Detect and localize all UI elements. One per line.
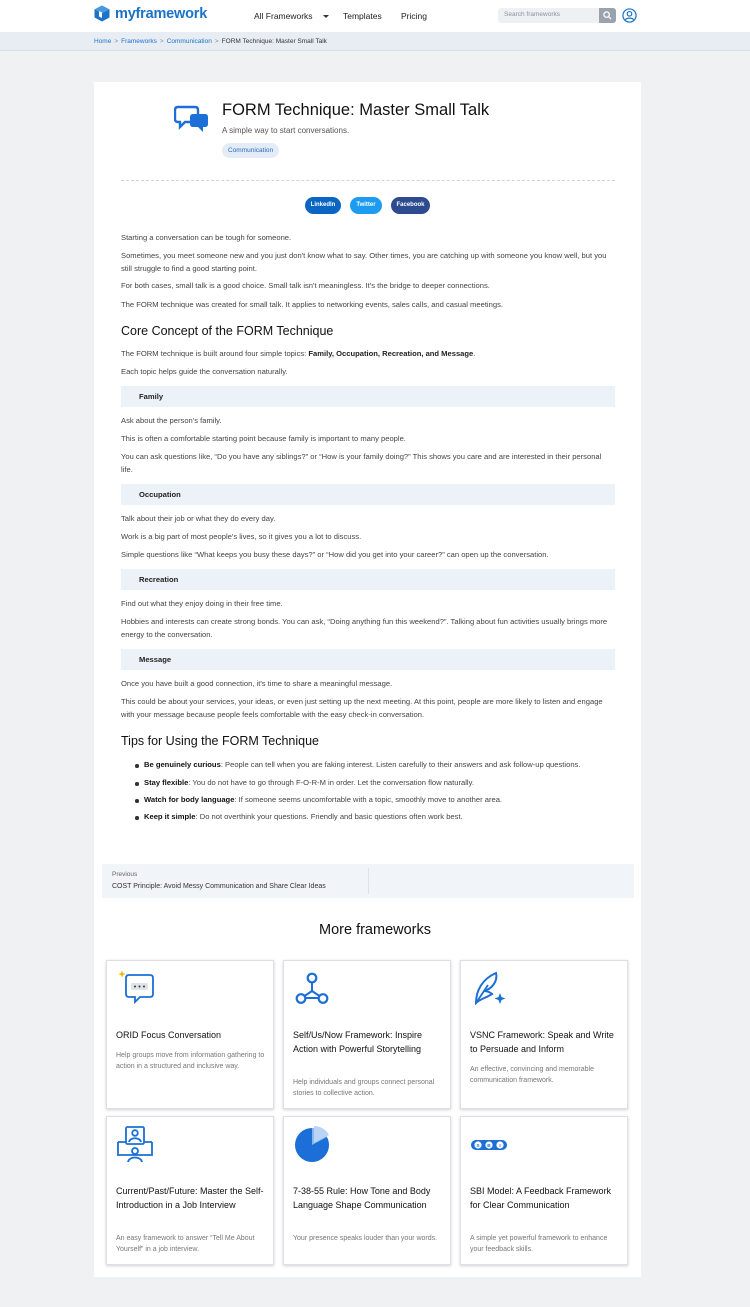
previous-article-nav[interactable] <box>102 864 634 898</box>
framework-card-description: An easy framework to answer “Tell Me About Yourself” in a job interview. <box>116 1235 255 1253</box>
tip-text: : People can tell when you are faking interest. Listen carefully to their answers and ask follow-up questions. <box>220 760 581 769</box>
subheading-occupation: Occupation <box>121 484 615 505</box>
divider <box>121 180 615 181</box>
feather-pen-icon <box>470 969 508 1007</box>
nav-templates[interactable]: Templates <box>343 11 382 21</box>
framework-card-title: SBI Model: A Feedback Framework for Clear Communication <box>470 1186 612 1210</box>
core-text-end: . <box>473 349 476 358</box>
intro-paragraph: The FORM technique was created for small talk. It applies to networking events, sales calls, and casual meetings. <box>121 300 503 309</box>
breadcrumb-frameworks[interactable]: Frameworks <box>121 38 157 45</box>
top-navigation-bar <box>0 0 750 32</box>
nav-divider <box>368 868 369 894</box>
logo-text: myframework <box>115 5 208 22</box>
tip-list-item <box>144 794 619 807</box>
framework-card[interactable] <box>106 960 274 1109</box>
occupation-paragraph: Simple questions like “What keeps you busy these days?” or “How did you get into your career?” can open up the conversation. <box>121 550 549 559</box>
interview-people-icon <box>116 1125 154 1163</box>
tip-bold: Watch for body language <box>144 795 235 804</box>
framework-card[interactable] <box>106 1116 274 1265</box>
framework-card[interactable] <box>283 1116 451 1265</box>
search-placeholder: Search frameworks <box>504 11 560 18</box>
sbi-letter: S <box>476 1144 480 1149</box>
previous-label: Previous <box>112 871 138 878</box>
tip-bold: Be genuinely curious <box>144 760 221 769</box>
breadcrumb-separator: > <box>214 38 219 45</box>
framework-card[interactable] <box>460 1116 628 1265</box>
section-heading-core-concept: Core Concept of the FORM Technique <box>121 324 334 338</box>
framework-card-description: Your presence speaks louder than your words. <box>293 1235 438 1242</box>
intro-paragraph: Sometimes, you meet someone new and you just don't know what to say. Other times, you are catching up with someone you know well, but you still struggle to find a good starting point. <box>121 251 607 273</box>
logo[interactable] <box>94 5 207 22</box>
tip-text: : Do not overthink your questions. Friendly and basic questions often work best. <box>195 812 463 821</box>
search-input[interactable] <box>498 8 616 23</box>
breadcrumb-home[interactable]: Home <box>94 38 112 45</box>
breadcrumb-separator: > <box>114 38 119 45</box>
share-twitter-button[interactable]: Twitter <box>350 197 382 214</box>
family-paragraph: Ask about the person's family. <box>121 416 222 425</box>
breadcrumb-separator: > <box>159 38 164 45</box>
intro-paragraph: For both cases, small talk is a good choice. Small talk isn't meaningless. It's the bridge to deeper connections. <box>121 281 490 290</box>
share-facebook-button[interactable]: Facebook <box>391 197 430 214</box>
framework-card-title: ORID Focus Conversation <box>116 1030 222 1040</box>
chat-bubble-icon <box>116 969 154 1007</box>
logo-cube-icon <box>94 5 110 22</box>
user-account-icon[interactable] <box>622 8 637 23</box>
framework-card-description: An effective, convincing and memorable communication framework. <box>470 1066 594 1084</box>
recreation-paragraph: Hobbies and interests can create strong bonds. You can ask, “Doing anything fun this weekend?”. Talking about fun activities usually brings more energy to the conversation. <box>121 617 608 639</box>
share-linkedin-button[interactable]: LinkedIn <box>305 197 341 214</box>
core-concept-paragraph: Each topic helps guide the conversation naturally. <box>121 367 288 376</box>
recreation-paragraph: Find out what they enjoy doing in their free time. <box>121 599 283 608</box>
message-paragraph: Once you have built a good connection, it's time to share a meaningful message. <box>121 679 393 688</box>
section-heading-tips: Tips for Using the FORM Technique <box>121 734 319 748</box>
pie-chart-icon <box>293 1125 331 1163</box>
family-paragraph: This is often a comfortable starting point because family is important to many people. <box>121 434 406 443</box>
search-button[interactable] <box>599 8 616 23</box>
occupation-paragraph: Work is a big part of most people's lives, so it gives you a lot to discuss. <box>121 532 362 541</box>
framework-card-description: Help groups move from information gathering to action in a structured and inclusive way. <box>116 1052 265 1070</box>
page-title: FORM Technique: Master Small Talk <box>222 101 490 119</box>
core-concept-paragraph <box>121 348 615 361</box>
subheading-family: Family <box>121 386 615 407</box>
tip-list-item <box>144 759 619 772</box>
sbi-letter: I <box>499 1144 501 1149</box>
nav-all-frameworks[interactable] <box>254 11 329 21</box>
breadcrumb <box>94 38 327 45</box>
framework-card[interactable] <box>460 960 628 1109</box>
core-text: The FORM technique is built around four simple topics: <box>121 349 309 358</box>
breadcrumb-communication[interactable]: Communication <box>166 38 212 45</box>
breadcrumb-bar <box>0 32 750 51</box>
tip-list-item <box>144 811 619 824</box>
tip-text: : You do not have to go through F-O-R-M in order. Let the conversation flow naturally. <box>188 778 474 787</box>
family-paragraph: You can ask questions like, “Do you have any siblings?” or “How is your family doing?” This shows you care and are interested in their personal life. <box>121 452 602 474</box>
search-icon <box>603 11 612 20</box>
tip-list-item <box>144 777 619 790</box>
occupation-paragraph: Talk about their job or what they do every day. <box>121 514 276 523</box>
page-subtitle: A simple way to start conversations. <box>222 126 350 135</box>
chevron-down-icon <box>323 15 329 18</box>
framework-card-description: A simple yet powerful framework to enhance your feedback skills. <box>470 1235 608 1253</box>
framework-card-title: VSNC Framework: Speak and Write to Persuade and Inform <box>470 1030 614 1054</box>
framework-card-title: 7-38-55 Rule: How Tone and Body Language Shape Communication <box>293 1186 431 1210</box>
network-nodes-icon <box>293 969 331 1007</box>
category-tag[interactable]: Communication <box>222 143 279 158</box>
message-paragraph: This could be about your services, your ideas, or even just setting up the next meeting. At this point, people are more likely to listen and engage with your message because people feels comfortable with the easy check-in conversation. <box>121 697 603 719</box>
nav-all-frameworks-label: All Frameworks <box>254 11 313 21</box>
speech-bubbles-icon <box>174 103 210 133</box>
sbi-badge-icon <box>470 1125 508 1163</box>
framework-card-description: Help individuals and groups connect personal stories to collective action. <box>293 1079 435 1097</box>
nav-pricing[interactable]: Pricing <box>401 11 427 21</box>
framework-card[interactable] <box>283 960 451 1109</box>
subheading-message: Message <box>121 649 615 670</box>
framework-card-title: Self/Us/Now Framework: Inspire Action with Powerful Storytelling <box>293 1030 423 1054</box>
previous-article-link[interactable]: COST Principle: Avoid Messy Communication and Share Clear Ideas <box>112 883 326 890</box>
intro-paragraph: Starting a conversation can be tough for someone. <box>121 233 292 242</box>
breadcrumb-current: FORM Technique: Master Small Talk <box>221 38 327 45</box>
more-frameworks-heading: More frameworks <box>319 922 431 938</box>
subheading-recreation: Recreation <box>121 569 615 590</box>
framework-card-title: Current/Past/Future: Master the Self-Introduction in a Job Interview <box>116 1186 264 1210</box>
sbi-letter: B <box>487 1144 491 1149</box>
core-topics-bold: Family, Occupation, Recreation, and Message <box>308 349 474 358</box>
tip-bold: Stay flexible <box>144 778 189 787</box>
tip-text: : If someone seems uncomfortable with a topic, smoothly move to another area. <box>234 795 503 804</box>
tip-bold: Keep it simple <box>144 812 196 821</box>
